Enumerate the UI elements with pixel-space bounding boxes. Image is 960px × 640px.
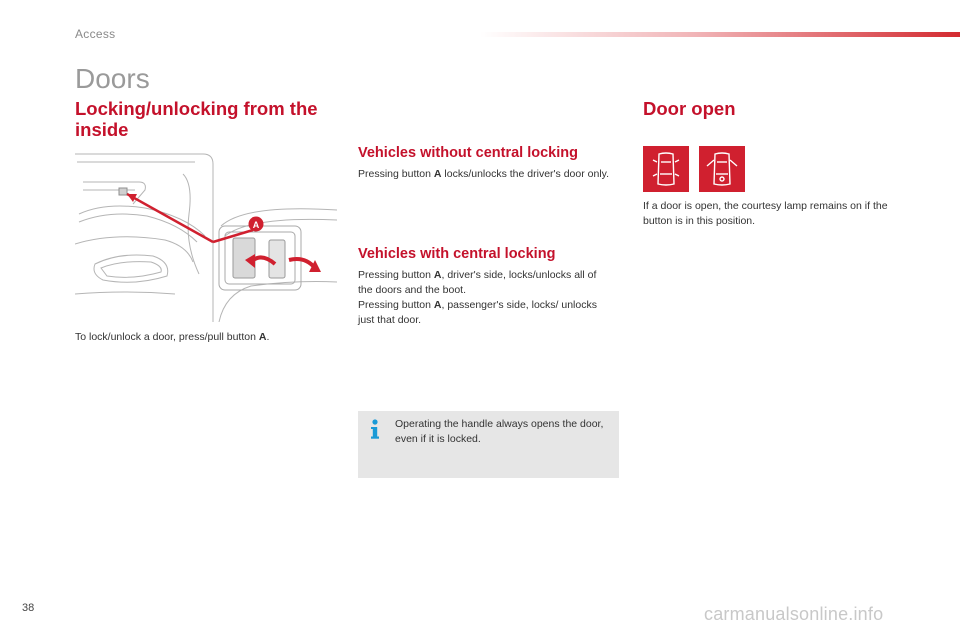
without-central-locking-heading: Vehicles without central locking xyxy=(358,145,578,161)
without-central-locking-text: Pressing button A locks/unlocks the driver's door only. xyxy=(358,168,610,180)
info-icon xyxy=(368,419,382,441)
left-caption: To lock/unlock a door, press/pull button A. xyxy=(75,331,270,343)
watermark: carmanualsonline.info xyxy=(704,604,884,624)
locking-unlocking-heading: Locking/unlocking from the inside xyxy=(75,98,318,140)
section-header: Access xyxy=(75,27,116,41)
with-central-locking-heading: Vehicles with central locking xyxy=(358,246,556,262)
page-title: Doors xyxy=(75,63,150,94)
door-open-heading: Door open xyxy=(643,98,736,119)
door-handle-illustration xyxy=(75,144,337,322)
button-a-label: A xyxy=(252,220,260,230)
info-text: Operating the handle always opens the door, even if it is locked. xyxy=(395,418,604,445)
door-lamp-off-icon xyxy=(643,146,689,192)
info-box xyxy=(358,411,619,478)
page-number: 38 xyxy=(22,602,35,614)
door-open-text: If a door is open, the courtesy lamp remains on if the button is in this position. xyxy=(643,200,888,227)
with-central-locking-text: Pressing button A, driver's side, locks/unlocks all of the doors and the boot. Pressing button A, passenger's side, locks/ unlocks just that door. xyxy=(358,269,597,326)
header-accent-bar xyxy=(480,32,960,37)
door-open-lamp-icon xyxy=(699,146,745,192)
